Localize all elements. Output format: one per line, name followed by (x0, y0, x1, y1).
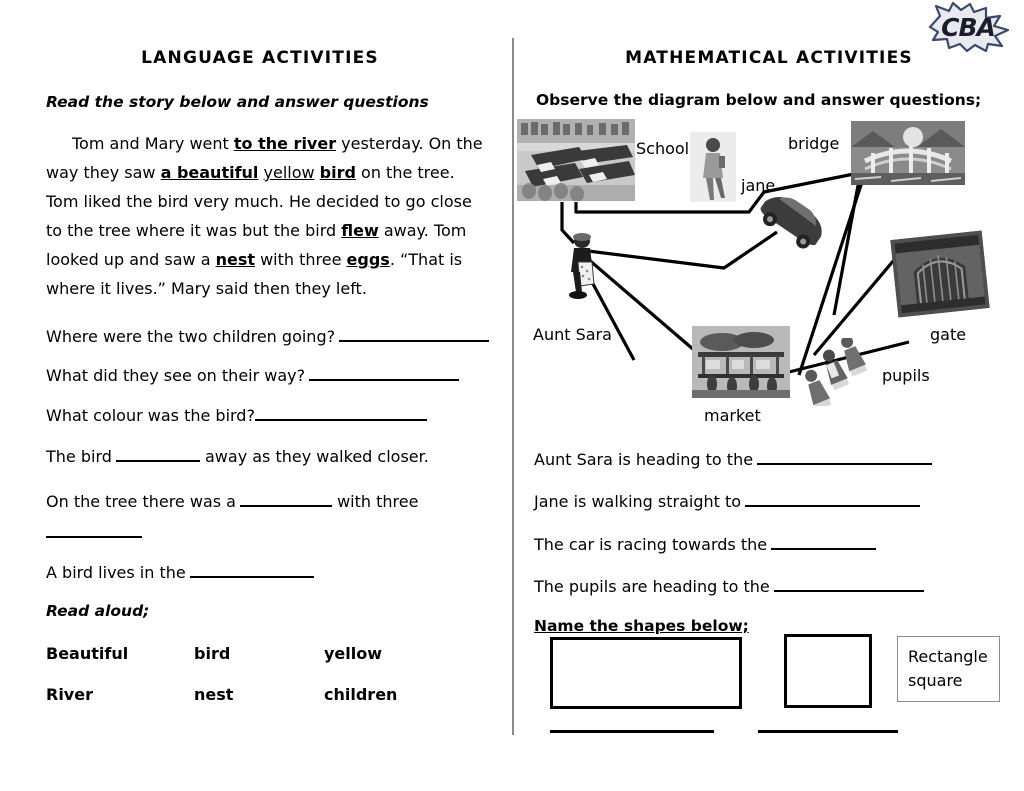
read-aloud-label: Read aloud; (46, 602, 150, 620)
question-5-answer-blank[interactable] (240, 490, 332, 507)
question-5-continuation (46, 521, 142, 543)
story-text-5: with three (255, 250, 347, 269)
label-bridge: bridge (788, 134, 840, 153)
question-6 (46, 561, 314, 583)
label-pupils: pupils (882, 366, 930, 385)
word-nest: nest (194, 685, 234, 704)
language-activities-title: LANGUAGE ACTIVITIES (141, 48, 379, 68)
school-image (517, 119, 635, 201)
question-4-text-before: The bird (46, 447, 112, 467)
question-5-text-after: with three (337, 492, 419, 512)
question-4 (46, 445, 429, 467)
question-3 (46, 404, 427, 426)
question-6-answer-blank[interactable] (190, 561, 314, 578)
question-6-text-before: A bird lives in the (46, 563, 186, 583)
aunt-sara-image (562, 232, 602, 300)
word-river: River (46, 685, 93, 704)
bridge-image (851, 121, 965, 185)
story-underline-yellow: yellow (263, 163, 315, 182)
label-school: School (636, 139, 690, 158)
journey-diagram (514, 110, 1014, 430)
word-children: children (324, 685, 398, 704)
story-paragraph (46, 129, 484, 303)
question-2-answer-blank[interactable] (309, 364, 459, 381)
math-question-3-text: The car is racing towards the (534, 535, 768, 555)
math-question-3 (534, 533, 876, 555)
question-5-text-before: On the tree there was a (46, 492, 236, 512)
math-question-2-answer-blank[interactable] (745, 490, 920, 507)
story-underline-flew: flew (341, 221, 379, 240)
math-question-4 (534, 575, 924, 597)
question-2-text: What did they see on their way? (46, 366, 306, 386)
word-yellow: yellow (324, 644, 383, 663)
rectangle-answer-blank[interactable] (550, 730, 714, 733)
math-question-1 (534, 448, 932, 470)
label-jane: jane (741, 176, 776, 195)
story-underline-a-beautiful: a beautiful (160, 163, 259, 182)
square-answer-blank[interactable] (758, 730, 898, 733)
story-text-3: on the tree. Tom liked the bird very much. He decided to go close to the tree where it was but the bird (46, 163, 472, 240)
rectangle-shape (550, 637, 742, 709)
story-text-1: Tom and Mary went (72, 134, 234, 153)
word-bird: bird (194, 644, 231, 663)
car-image (752, 188, 834, 250)
shapes-instruction: Name the shapes below; (534, 617, 749, 635)
question-4-text-after: away as they walked closer. (205, 447, 429, 467)
question-1-answer-blank[interactable] (339, 325, 489, 342)
market-image (692, 326, 790, 398)
language-instruction: Read the story below and answer questions (46, 93, 429, 111)
question-1-text: Where were the two children going? (46, 327, 336, 347)
math-instruction: Observe the diagram below and answer questions; (536, 91, 982, 109)
math-question-2 (534, 490, 920, 512)
math-question-4-text: The pupils are heading to the (534, 577, 770, 597)
question-5-answer-blank-2[interactable] (46, 521, 142, 538)
story-text-6: . “That is where it lives.” Mary said then they left. (46, 250, 463, 298)
question-3-text: What colour was the bird? (46, 406, 255, 426)
question-4-answer-blank[interactable] (116, 445, 200, 462)
word-bank-rectangle: Rectangle (908, 647, 988, 666)
square-shape (784, 634, 872, 708)
story-text-2: yesterday. On the way they saw (46, 134, 483, 182)
math-question-3-answer-blank[interactable] (771, 533, 876, 550)
math-question-2-text: Jane is walking straight to (534, 492, 742, 512)
jane-image (690, 132, 736, 202)
story-underline-nest: nest (215, 250, 255, 269)
label-aunt-sara: Aunt Sara (533, 325, 612, 344)
mathematical-activities-title: MATHEMATICAL ACTIVITIES (625, 48, 913, 68)
question-3-answer-blank[interactable] (255, 404, 427, 421)
word-bank-square: square (908, 671, 963, 690)
story-text-4: away. Tom looked up and saw a (46, 221, 467, 269)
story-underline-bird: bird (319, 163, 356, 182)
math-question-1-answer-blank[interactable] (757, 448, 932, 465)
language-activities-column (0, 0, 510, 791)
shape-word-bank (897, 636, 1000, 702)
cba-logo-text: CBA (941, 12, 995, 42)
pupils-image (796, 338, 888, 406)
label-gate: gate (930, 325, 967, 344)
math-question-4-answer-blank[interactable] (774, 575, 924, 592)
question-5 (46, 490, 418, 512)
story-underline-eggs: eggs (346, 250, 390, 269)
gate-image (890, 230, 990, 317)
story-underline-to-the-river: to the river (233, 134, 337, 153)
question-2 (46, 364, 459, 386)
math-question-1-text: Aunt Sara is heading to the (534, 450, 754, 470)
question-1 (46, 325, 489, 347)
label-market: market (704, 406, 761, 425)
word-beautiful: Beautiful (46, 644, 129, 663)
